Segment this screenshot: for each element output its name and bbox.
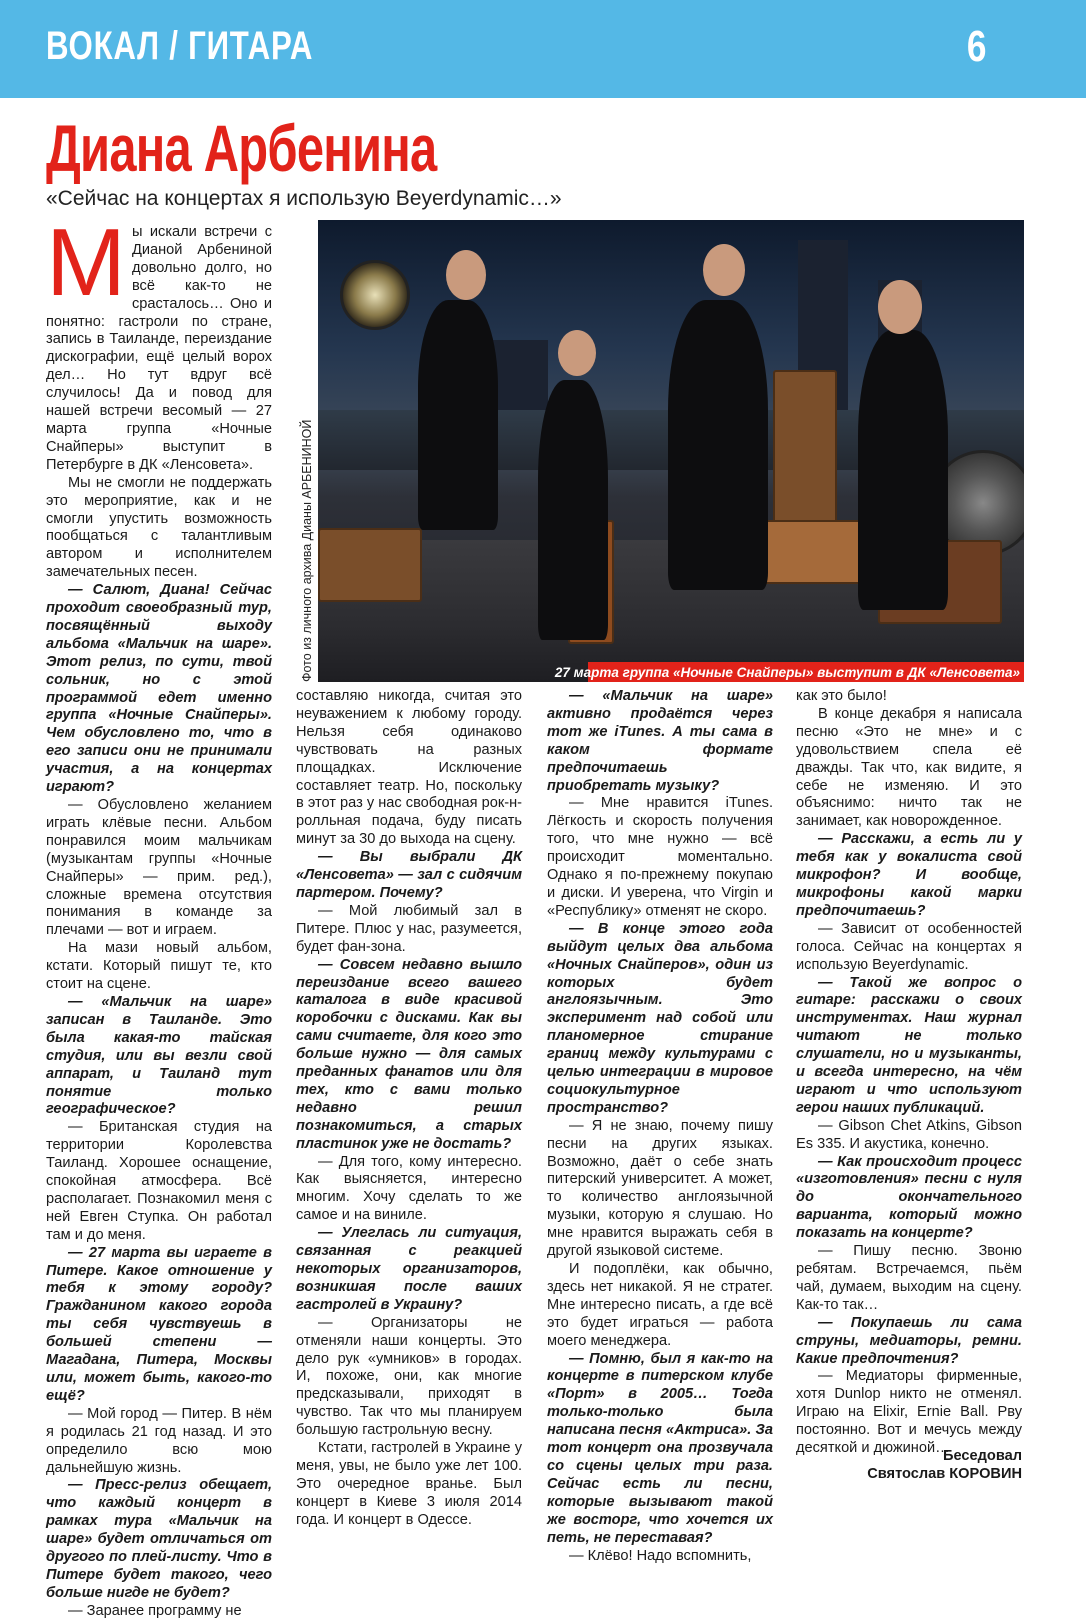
interview-question: — Вы выбрали ДК «Ленсовета» — зал с сидячим партером. Почему? bbox=[296, 849, 522, 901]
article-paragraph: — Пишу песню. Звоню ребятам. Встречаемся, пьём чай, думаем, выходим на сцену. Как-то так… bbox=[796, 1243, 1022, 1313]
text-column-4 bbox=[796, 688, 1022, 1458]
article-paragraph: Кстати, гастролей в Украине у меня, увы, не было уже лет 100. Это очередное вранье. Был концерт в Киеве 3 июля 2014 года. И концерт в Одессе. bbox=[296, 1440, 522, 1528]
article-paragraph: — Зависит от особенностей голоса. Сейчас на концертах я использую Beyerdynamic. bbox=[796, 920, 1022, 973]
article-subtitle: «Сейчас на концертах я использую Beyerdynamic…» bbox=[46, 187, 562, 210]
interview-question: — 27 марта вы играете в Питере. Какое отношение у тебя к этому городу? Гражданином какого города ты себя чувствуешь в большей степени — Магадана, Питера, Москвы или, может быть, какого-то ещё? bbox=[46, 1244, 272, 1404]
byline-author: Святослав КОРОВИН bbox=[867, 1466, 1022, 1482]
article-paragraph: — Организаторы не отменяли наши концерты. Это дело рук «умников» в городах. И, похоже, они, как многие предсказывали, приходят в чувство. Так что мы планируем большую гастрольную весну. bbox=[296, 1314, 522, 1439]
article-paragraph: На мази новый альбом, кстати. Который пишут те, кто стоит на сцене. bbox=[46, 940, 272, 993]
interview-question: — Помню, был я как-то на концерте в питерском клубе «Порт» в 2005… Тогда только-только была написана песня «Актриса». За тот концерт она прозвучала со сцены целых три раза. Сейчас есть ли песни, которые вызывают такой же восторг, что хочется их петь, не переставая? bbox=[547, 1350, 773, 1546]
article-title: Диана Арбенина bbox=[46, 111, 437, 185]
article-paragraph: — Британская студия на территории Королевства Таиланд. Хорошее оснащение, спокойная атмосфера. Всё располагает. Познакомил меня с ней Евген Ступка. Он работал там и до меня. bbox=[46, 1119, 272, 1243]
interview-question: — Такой же вопрос о гитаре: расскажи о своих инструментах. Наш журнал читают не только слушатели, но и музыканты, и всегда интересно, на чём играют и что используют герои наших публикаций. bbox=[796, 974, 1022, 1116]
article-paragraph: — Медиаторы фирменные, хотя Dunlop никто не отменял. Играю на Elixir, Ernie Ball. Рву постоянно. Вот и мечусь между десяткой и дюжиной… bbox=[796, 1368, 1022, 1457]
page-number: 6 bbox=[966, 22, 986, 71]
photo-caption: 27 марта группа «Ночные Снайперы» выступит в ДК «Ленсовета» bbox=[554, 665, 1020, 680]
text-column-3 bbox=[547, 688, 773, 1565]
interview-question: — Покупаешь ли сама струны, медиаторы, ремни. Какие предпочтения? bbox=[796, 1314, 1022, 1367]
article-paragraph: — Мой любимый зал в Питере. Плюс у нас, разумеется, будет фан-зона. bbox=[296, 902, 522, 955]
article-paragraph: В конце декабря я написала песню «Это не мне» и с удовольствием спела её дважды. Так что, как видите, я себе не изменяю. И это объяснимо: ничто так не занимает, как новорожденное. bbox=[796, 705, 1022, 830]
article-paragraph: — Я не знаю, почему пишу песни на других языках. Возможно, даёт о себе знать питерский университет. А может, то количество англоязычной музыки, которую я слушаю. Но мне нравится выражать себя в другой языковой системе. bbox=[547, 1117, 773, 1260]
photo-credit: Фото из личного архива Дианы АРБЕНИНОЙ bbox=[300, 419, 314, 682]
drop-cap: М bbox=[46, 209, 126, 316]
byline bbox=[800, 1447, 1022, 1483]
article-paragraph: как это было! bbox=[796, 688, 887, 704]
text-column-2 bbox=[296, 688, 522, 1530]
byline-label: Беседовал bbox=[943, 1448, 1022, 1464]
article-paragraph: — Мне нравится iTunes. Лёгкость и скорость получения того, что мне нужно — всё происходит моментально. Однако я по-прежнему покупаю и диски. И уверена, что Virgin и «Республику» отменят не скоро. bbox=[547, 795, 773, 919]
interview-question: — «Мальчик на шаре» активно продаётся через тот же iTunes. А ты сама в каком формате предпочитаешь приобретать музыку? bbox=[547, 688, 773, 794]
band-photo bbox=[318, 220, 1024, 682]
interview-question: — Расскажи, а есть ли у тебя как у вокалиста свой микрофон? И вообще, микрофоны какой марки предпочитаешь? bbox=[796, 831, 1022, 919]
article-paragraph: — Заранее программу не bbox=[68, 1602, 242, 1619]
text-column-1 bbox=[46, 209, 272, 1621]
article-paragraph: ы искали встречи с Дианой Арбениной довольно долго, но всё как-то не срасталось… Оно и понятно: гастроли по стране, запись в Таиланде, переиздание дискографии, ещё целый ворох дел… Но тут вдруг всё случилось! Да и повод для нашей встречи весомый — 27 марта группа «Ночные Снайперы» выступит в Петербурге в ДК «Ленсовета». bbox=[46, 224, 272, 473]
article-paragraph: Мы не смогли не поддержать это мероприятие, как и не смогли упустить возможность пообщаться с талантливым автором и исполнителем замечательных песен. bbox=[46, 474, 272, 581]
article-paragraph: — Gibson Chet Atkins, Gibson Es 335. И акустика, конечно. bbox=[796, 1117, 1022, 1152]
article-paragraph: И подоплёки, как обычно, здесь нет никакой. Я не стратег. Мне интересно писать, а где всё это будет играться — работа моего менеджера. bbox=[547, 1261, 773, 1349]
interview-question: — «Мальчик на шаре» записан в Таиланде. Это была какая-то тайская студия, или вы везли свой аппарат, и Таиланд тут понятие только географическое? bbox=[46, 993, 272, 1118]
section-title: ВОКАЛ / ГИТАРА bbox=[46, 24, 314, 68]
section-header-bar bbox=[0, 0, 1086, 98]
interview-question: — В конце этого года выйдут целых два альбома «Ночных Снайперов», один из которых будет англоязычным. Это эксперимент над собой или планомерное стирание границ между культурами с целью интеграции в мировое социокультурное пространство? bbox=[547, 920, 773, 1116]
interview-question: — Как происходит процесс «изготовления» песни с нуля до окончательного варианта, который можно показать на концерте? bbox=[796, 1153, 1022, 1242]
interview-question: — Совсем недавно вышло переиздание всего вашего каталога в виде красивой коробочки с дисками. Как вы сами считаете, для кого это больше нужно — для самых преданных фанатов или для тех, кто с вами только недавно решил познакомиться, а старых пластинок уже не достать? bbox=[296, 956, 522, 1152]
interview-question: — Пресс-релиз обещает, что каждый концерт в рамках тура «Мальчик на шаре» будет отличаться от другого по плей-листу. Что в Питере будет такого, чего больше нигде не будет? bbox=[46, 1477, 272, 1601]
article-paragraph: — Для того, кому интересно. Как выясняется, интересно многим. Хочу сделать то же самое и на виниле. bbox=[296, 1153, 522, 1224]
interview-question: — Улеглась ли ситуация, связанная с реакцией некоторых организаторов, возникшая после ваших гастролей в Украину? bbox=[296, 1225, 522, 1313]
article-paragraph: составляю никогда, считая это неуважением к любому городу. Нельзя себя одинаково чувствовать на разных площадках. Исключение составляет театр. Но, поскольку в этот раз у нас свободная рок-н-ролльная подача, буду писать минут за 30 до выхода на сцену. bbox=[296, 688, 522, 848]
article-paragraph: — Обусловлено желанием играть клёвые песни. Альбом понравился моим мальчикам (музыкантам группы «Ночные Снайперы» — прим. ред.), сложные времена отсутствия понимания в команде за плечами — вот и играем. bbox=[46, 797, 272, 939]
interview-question: — Салют, Диана! Сейчас проходит своеобразный тур, посвящённый выходу альбома «Мальчик на шаре». Этот релиз, по сути, твой сольник, но с этой программой едет именно группа «Ночные Снайперы». Чем обусловлено то, что в его записи они не принимали участия, а на концертах играют? bbox=[46, 582, 272, 796]
article-paragraph: — Мой город — Питер. В нём я родилась 21 год назад. И это определило всю мою дальнейшую жизнь. bbox=[46, 1405, 272, 1476]
article-paragraph: — Клёво! Надо вспомнить, bbox=[569, 1547, 752, 1564]
